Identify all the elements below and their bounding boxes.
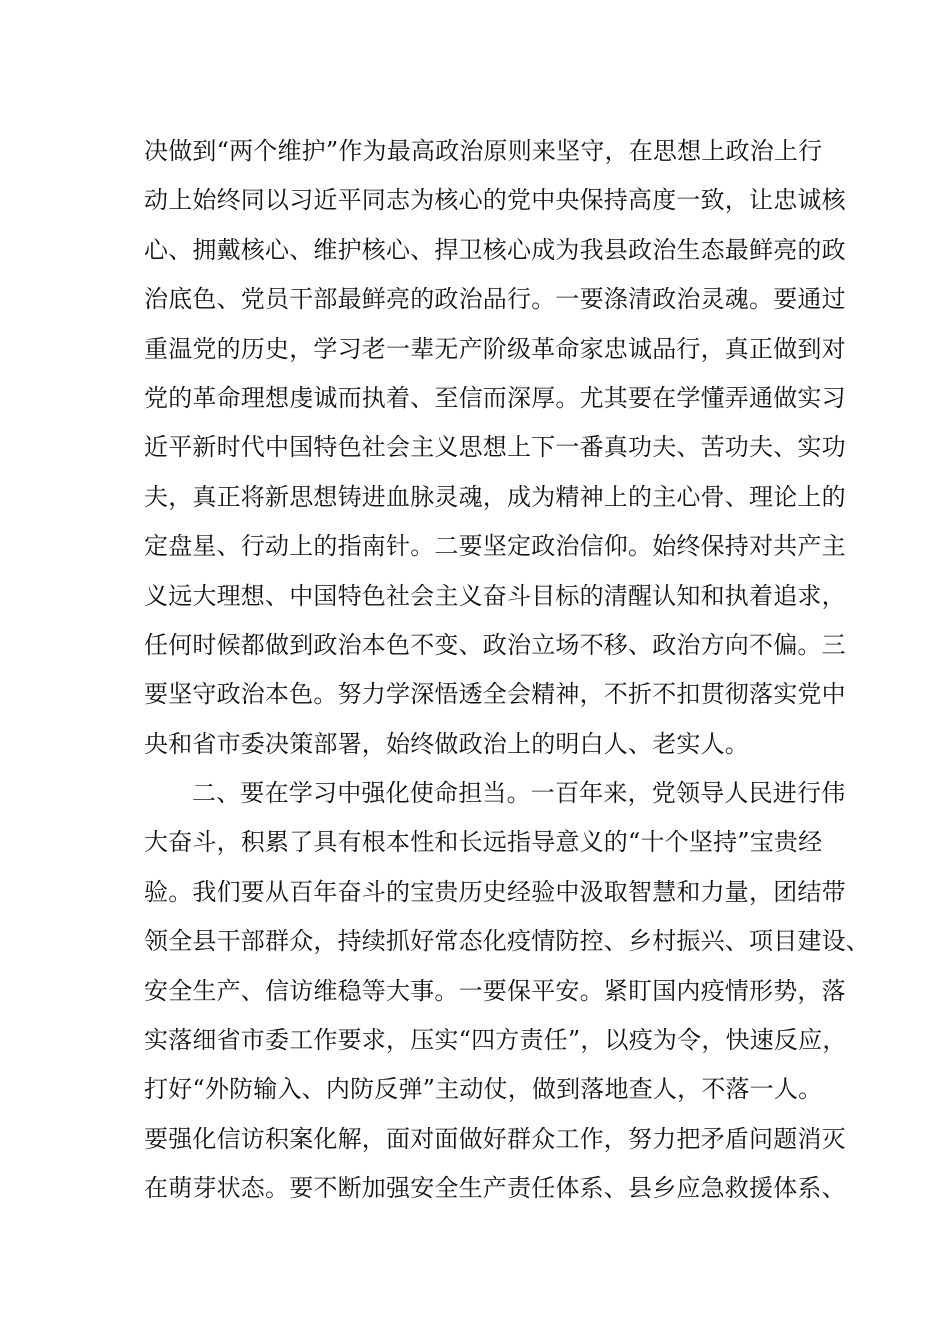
text-line: 大奋斗，积累了具有根本性和长远指导意义的“十个坚持”宝贵经 [144,828,823,857]
document-body [144,127,870,1214]
text-line: 央和省市委决策部署，始终做政治上的明白人、老实人。 [144,729,749,758]
text-line: 动上始终同以习近平同志为核心的党中央保持高度一致，让忠诚核 [144,186,846,215]
text-line: 任何时候都做到政治本色不变、政治立场不移、政治方向不偏。三 [144,630,846,659]
text-line: 要强化信访积案化解，面对面做好群众工作，努力把矛盾问题消灭 [144,1124,846,1153]
text-line: 要坚守政治本色。努力学深悟透全会精神，不折不扣贯彻落实党中 [144,680,846,709]
text-line: 夫，真正将新思想铸进血脉灵魂，成为精神上的主心骨、理论上的 [144,482,846,511]
text-line: 重温党的历史，学习老一辈无产阶级革命家忠诚品行，真正做到对 [144,334,846,363]
text-line: 安全生产、信访维稳等大事。一要保平安。紧盯国内疫情形势，落 [144,976,846,1005]
text-line: 党的革命理想虔诚而执着、至信而深厚。尤其要在学懂弄通做实习 [144,383,846,412]
text-line: 领全县干部群众，持续抓好常态化疫情防控、乡村振兴、项目建设、 [144,927,870,956]
text-line: 近平新时代中国特色社会主义思想上下一番真功夫、苦功夫、实功 [144,433,846,462]
text-line: 实落细省市委工作要求，压实“四方责任”，以疫为令，快速反应， [144,1026,847,1055]
paragraph-start-line: 二、要在学习中强化使命担当。一百年来，党领导人民进行伟 [192,779,846,808]
text-line: 打好“外防输入、内防反弹”主动仗，做到落地查人，不落一人。 [144,1075,823,1104]
text-line: 在萌芽状态。要不断加强安全生产责任体系、县乡应急救援体系、 [144,1174,846,1203]
text-line: 义远大理想、中国特色社会主义奋斗目标的清醒认知和执着追求， [144,581,846,610]
text-line: 决做到“两个维护”作为最高政治原则来坚守，在思想上政治上行 [144,137,823,165]
text-line: 验。我们要从百年奋斗的宝贵历史经验中汲取智慧和力量，团结带 [144,877,846,906]
text-line: 定盘星、行动上的指南针。二要坚定政治信仰。始终保持对共产主 [144,532,846,561]
text-line: 心、拥戴核心、维护核心、捍卫核心成为我县政治生态最鲜亮的政 [144,235,846,264]
text-line: 治底色、党员干部最鲜亮的政治品行。一要涤清政治灵魂。要通过 [144,285,846,314]
